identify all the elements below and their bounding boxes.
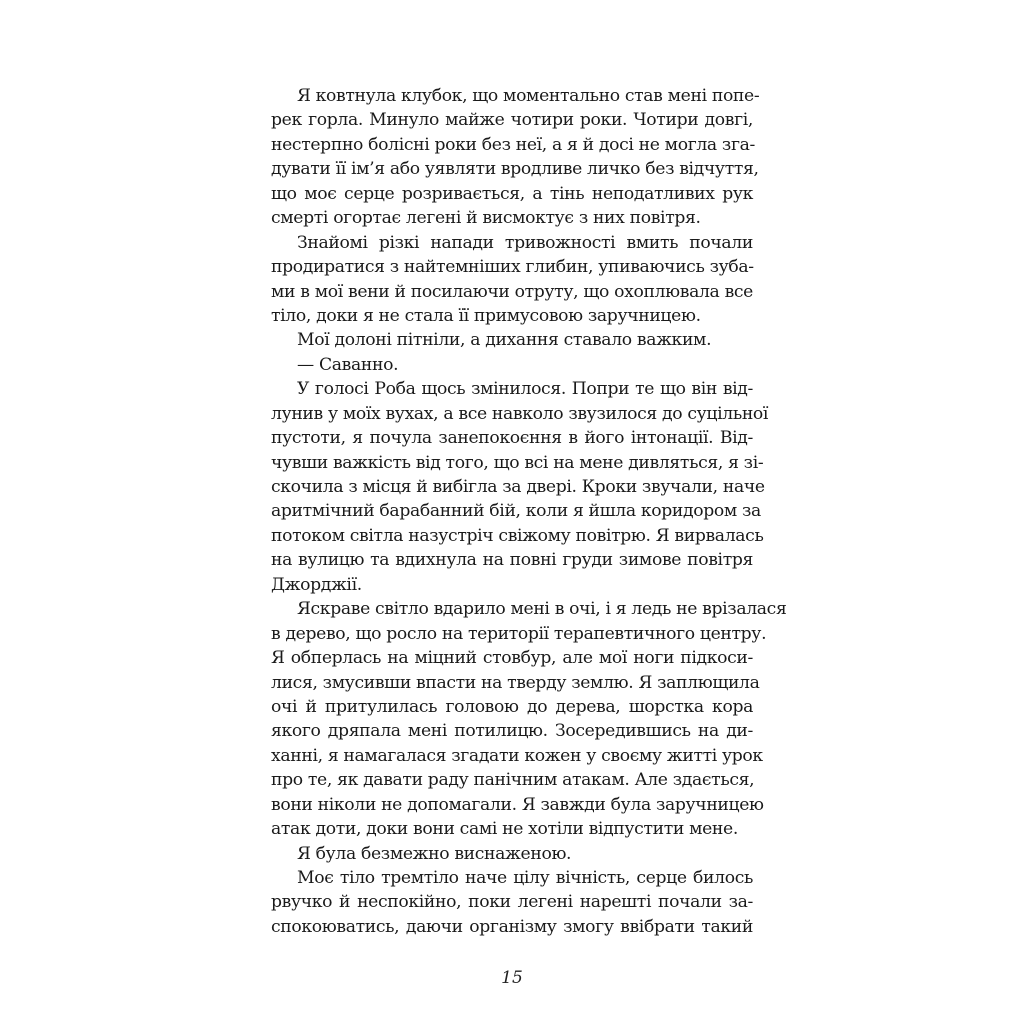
text-line: очі й притулилась головою до дерева, шорстка кора [271, 696, 753, 717]
text-line: пустоти, я почула занепокоєння в його інтонації. Від- [271, 428, 753, 449]
text-line: лися, змусивши впасти на тверду землю. Я заплющила [271, 672, 760, 693]
text-line: дувати її ім’я або уявляти вродливе личко без відчуття, [271, 159, 759, 180]
text-line: Я ковтнула клубок, що моментально став мені попе- [297, 86, 760, 106]
text-line: продиратися з найтемніших глибин, упиваючись зуба- [271, 257, 754, 278]
text-line: ханні, я намагалася згадати кожен у своєму житті урок [271, 745, 763, 766]
text-line: про те, як давати раду панічним атакам. Але здається, [271, 770, 755, 791]
text-line: на вулицю та вдихнула на повні груди зимове повітря [271, 550, 753, 571]
text-line: — Саванно. [297, 354, 399, 375]
paragraph [271, 377, 769, 597]
text-line: спокоюватись, даючи організму змогу ввібрати такий [271, 916, 753, 937]
text-line: Джорджії. [271, 574, 362, 595]
text-line: У голосі Роба щось змінилося. Попри те що він від- [297, 379, 753, 400]
text-line: рвучко й неспокійно, поки легені нарешті почали за- [271, 892, 753, 913]
text-line: Яскраве світло вдарило мені в очі, і я ледь не врізалася [297, 599, 787, 620]
text-line: рек горла. Минуло майже чотири роки. Чотири довгі, [271, 110, 753, 131]
text-line: скочила з місця й вибігла за двері. Кроки звучали, наче [271, 477, 765, 497]
page-number: 15 [501, 968, 523, 988]
text-line: лунив у моїх вухах, а все навколо звузилося до суцільної [271, 403, 769, 424]
text-line: Моє тіло тремтіло наче цілу вічність, серце билось [297, 868, 753, 888]
book-page-text [271, 84, 787, 939]
text-line: аритмічний барабанний бій, коли я йшла коридором за [271, 501, 761, 522]
text-line: якого дряпала мені потилицю. Зосередившись на ди- [271, 721, 753, 742]
text-line: смерті огортає легені й висмоктує з них повітря. [271, 208, 701, 229]
text-line: нестерпно болісні роки без неї, а я й досі не могла зга- [271, 134, 755, 155]
paragraph [271, 842, 753, 866]
paragraph [271, 231, 753, 329]
text-line: Мої долоні пітніли, а дихання ставало важким. [297, 330, 712, 351]
text-line: ми в мої вени й посилаючи отруту, що охоплювала все [271, 281, 753, 302]
text-line: Я обперлась на міцний стовбур, але мої ноги підкоси- [271, 648, 753, 669]
text-line: тіло, доки я не стала її примусовою заручницею. [271, 305, 701, 326]
paragraph [271, 597, 787, 841]
paragraph [271, 866, 753, 939]
dialogue-paragraph [271, 353, 753, 377]
paragraph [271, 328, 753, 352]
text-line: чувши важкість від того, що всі на мене дивляться, я зі- [271, 452, 764, 473]
text-line: вони ніколи не допомагали. Я завжди була заручницею [271, 794, 764, 815]
text-line: атак доти, доки вони самі не хотіли відпустити мене. [271, 819, 738, 840]
text-line: потоком світла назустріч свіжому повітрю. Я вирвалась [271, 525, 764, 546]
text-line: Знайомі різкі напади тривожності вмить почали [297, 232, 753, 253]
text-line: що моє серце розривається, а тінь неподатливих рук [271, 183, 753, 204]
paragraph [271, 84, 760, 231]
text-line: Я була безмежно виснаженою. [297, 843, 572, 864]
text-line: в дерево, що росло на території терапевтичного центру. [271, 623, 767, 644]
